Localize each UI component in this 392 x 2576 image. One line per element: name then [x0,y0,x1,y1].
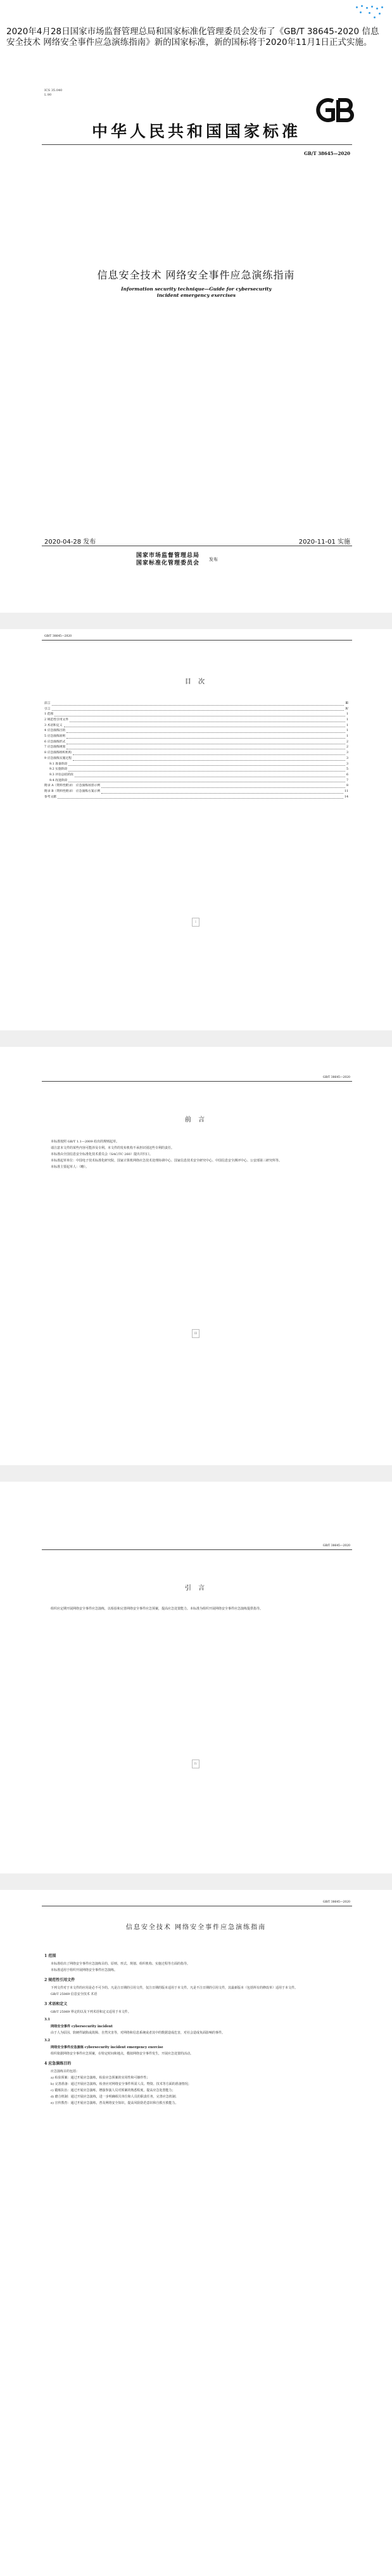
implement-date: 2020-11-01 实施 [298,539,350,546]
toc-entry[interactable]: 1 范围 1 [44,713,348,716]
header-rule [42,640,352,641]
toc-entry[interactable]: 附录 A（资料性附录） 应急演练场景示例 8 [44,784,348,788]
foreword-title: 前 言 [184,1116,208,1123]
header-rule [42,1081,352,1082]
header-rule [42,1549,352,1550]
table-of-contents [44,701,348,800]
toc-entry[interactable]: 8 应急演练组织机构 3 [44,751,348,755]
paragraph: 组织依据网络安全事件应急预案，在特定时间和地点，模拟网络安全事件发生，开展应急处置的活动。 [51,2052,194,2056]
standard-number: GB/T 38645—2020 [304,151,350,156]
toc-entry[interactable]: 参考文献 14 [44,795,348,799]
list-item: b) 完善准备：通过开展应急演练，检查应对网络安全事件所需人员、物资、技术等方面的准备情况； [51,2082,191,2086]
paragraph: 请注意本文件的某些内容可能涉及专利。本文件的发布机构不承担识别这些专利的责任。 [51,1146,175,1150]
intro-body [44,1606,348,1613]
paragraph: GB/T 25069 信息安全技术 术语 [51,1992,98,1996]
paragraph: 本标准起草单位：中国电子技术标准化研究院、国家计算机网络应急技术处理协调中心、国家信息技术安全研究中心、中国信息安全测评中心、公安部第三研究所等。 [51,1159,282,1163]
toc-entry[interactable]: 3 术语和定义 1 [44,723,348,727]
page-header-std: GB/T 38645—2020 [44,635,72,638]
section-heading: 2 规范性引用文件 [44,1978,75,1982]
toc-entry[interactable]: 7 应急演练规划 2 [44,746,348,749]
paragraph: 下列文件对于本文件的应用是必不可少的。凡是注日期的引用文件，仅注日期的版本适用于本文件。凡是不注日期的引用文件，其最新版本（包括所有的修改单）适用于本文件。 [51,1986,298,1990]
cover-title-en: Information security technique—Guide for cybersecurity incident emergency exercises [121,286,272,298]
paragraph: 本标准适用于组织开展网络安全事件应急演练。 [51,1968,118,1972]
toc-entry[interactable]: 附录 B（资料性附录） 应急演练方案示例 11 [44,789,348,793]
toc-entry[interactable]: 9.4 改进阶段 7 [49,778,348,782]
section-heading: 1 范围 [44,1954,56,1958]
toc-entry[interactable]: 引言 Ⅳ [44,707,348,711]
clause-number: 3.2 [44,2039,51,2042]
ccs-code: L 80 [44,93,52,97]
issuing-authorities [136,552,199,567]
page-separator [0,1465,392,1482]
paragraph: 本标准给出了网络安全事件应急演练目的、原则、形式、规划、组织机构、实施过程等方面的指导。 [51,1962,191,1966]
national-standard-heading: 中华人民共和国国家标准 [91,122,301,141]
foreword-body [44,1139,348,1171]
toc-title: 目 次 [184,678,208,685]
toc-entry[interactable]: 4 应急演练目的 1 [44,729,348,733]
cover-rule-top [42,144,352,145]
publish-date: 2020-04-28 发布 [44,539,96,546]
classification-codes [44,89,62,97]
toc-entry[interactable]: 6 应急演练形式 2 [44,740,348,744]
paragraph: 由于人为原因、软硬件缺陷或故障、自然灾害等，对网络和信息系统或者其中的数据造成危害，对社会造成负面影响的事件。 [51,2031,225,2035]
issuer-samr: 国家市场监督管理总局 [136,553,200,559]
issuer-suffix: 发布 [209,557,218,562]
section-heading: 4 应急演练目的 [44,2061,72,2066]
paragraph: 应急演练目的包括： [51,2070,80,2073]
cover-title-cn: 信息安全技术 网络安全事件应急演练指南 [97,269,295,281]
list-item: c) 锻炼队伍：通过开展应急演练，增强参演人员对预案的熟悉程度，提高应急处置能力； [51,2089,175,2092]
toc-entry[interactable]: 9 应急演练实施过程 3 [44,756,348,760]
toc-entry[interactable]: 9.1 准备阶段 3 [49,762,348,766]
intro-title: 引 言 [184,1585,208,1592]
paragraph: GB/T 25069 界定的以及下列术语和定义适用于本文件。 [51,2010,131,2014]
list-item: e) 宣传教育：通过开展应急演练，普及网络安全知识，提高风险防范意识和自救互救能力。 [51,2101,179,2105]
paragraph: 本标准由全国信息安全标准化技术委员会（SAC/TC 260）提出并归口。 [51,1153,153,1156]
list-item: a) 检验预案：通过开展应急演练，检验应急预案的实用性和可操作性； [51,2076,150,2080]
term-title: 网络安全事件应急演练 cybersecurity incident emergency exercise [51,2046,163,2049]
page-separator [0,1873,392,1890]
page-number: Ⅰ [192,918,199,927]
toc-entry[interactable]: 9.2 实施阶段 5 [49,768,348,772]
page-separator [0,613,392,629]
page-separator [0,1030,392,1047]
toc-entry[interactable]: 9.3 评估总结阶段 6 [49,773,348,777]
toc-entry[interactable]: 2 规范性引用文件 1 [44,718,348,722]
page-number: Ⅲ [192,1329,199,1338]
paragraph: 本标准主要起草人：（略）。 [51,1165,89,1169]
page-number: Ⅳ [192,1760,199,1768]
toc-entry[interactable]: 5 应急演练原则 1 [44,735,348,739]
paragraph: 本标准按照 GB/T 1.1—2009 给出的规则起草。 [51,1140,120,1144]
logo-dots [355,4,389,23]
toc-entry[interactable]: 前言 Ⅲ [44,701,348,705]
clause-number: 3.1 [44,2018,51,2022]
page-header-std: GB/T 38645—2020 [322,1901,350,1904]
ics-code: ICS 35.040 [44,89,63,92]
paragraph: 组织应定期开展网络安全事件应急演练，以检验和完善网络安全事件应急预案，提高应急处置能力。本标准为组织开展网络安全事件应急演练提供指导。 [51,1607,263,1611]
page-header-std: GB/T 38645—2020 [322,1076,350,1079]
term-title: 网络安全事件 cybersecurity incident [51,2025,113,2029]
section-heading: 3 术语和定义 [44,2002,68,2006]
body-title: 信息安全技术 网络安全事件应急演练指南 [125,1924,267,1931]
issuer-sac: 国家标准化管理委员会 [136,560,200,566]
standard-body [44,1949,348,2107]
list-item: d) 磨合机制：通过开展应急演练，进一步明确相关单位和人员的职责任务，完善应急机制； [51,2095,179,2099]
page-header-std: GB/T 38645—2020 [322,1544,350,1547]
announcement-text: 2020年4月28日国家市场监督管理总局和国家标准化管理委员会发布了《GB/T 38645-2020 信息安全技术 网络安全事件应急演练指南》新的国家标准，新的国标将于2020年11月1日正式实施。 [6,27,379,47]
